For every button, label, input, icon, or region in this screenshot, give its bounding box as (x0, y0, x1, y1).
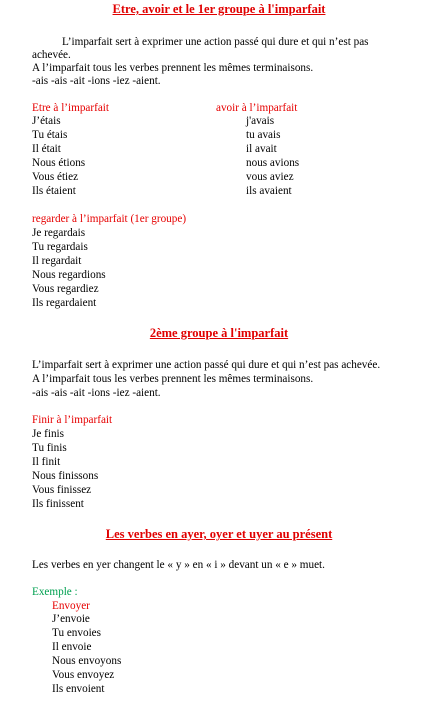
section-title-2eme-groupe: 2ème groupe à l'imparfait (149, 326, 289, 340)
conjugation-form: Je regardais (32, 227, 86, 239)
conjugation-form: Tu envoies (52, 626, 102, 639)
conjugation-form: Ils envoient (52, 682, 105, 695)
avoir-conjugation-list (246, 115, 299, 198)
conjugation-form: Nous étions (32, 156, 86, 169)
etre-heading: Etre à l’imparfait (32, 102, 110, 114)
avoir-heading: avoir à l’imparfait (216, 102, 298, 114)
conjugation-form: Vous regardiez (32, 282, 99, 295)
endings-line: -ais -ais -ait -ions -iez -aient. (32, 387, 161, 399)
section-title-etre-avoir: Etre, avoir et le 1er groupe à l'imparfait (112, 2, 326, 16)
conjugation-form: Ils regardaient (32, 296, 97, 309)
conjugation-form: Tu étais (32, 128, 68, 141)
intro-line-2: achevée. (32, 49, 71, 61)
conjugation-form: Ils étaient (32, 184, 76, 197)
example-label: Exemple : (32, 586, 78, 598)
conjugation-form: vous aviez (246, 170, 294, 183)
conjugation-form: Tu regardais (32, 240, 88, 253)
conjugation-form: il avait (246, 142, 277, 155)
conjugation-form: J’étais (32, 115, 61, 127)
rule-line: Les verbes en yer changent le « y » en « i » devant un « e » muet. (32, 559, 325, 571)
intro-line-1: L’imparfait sert à exprimer une action passé qui dure et qui n’est pas (62, 36, 369, 48)
finir-heading: Finir à l’imparfait (32, 414, 113, 426)
regarder-conjugation-list (32, 227, 106, 310)
intro-line-1: L’imparfait sert à exprimer une action passé qui dure et qui n’est pas achevée. (32, 359, 381, 371)
conjugation-form: J’envoie (52, 613, 90, 625)
conjugation-form: Il envoie (52, 640, 92, 653)
conjugation-form: Nous regardions (32, 268, 106, 281)
conjugation-form: tu avais (246, 128, 281, 141)
conjugation-form: Vous finissez (32, 483, 92, 496)
conjugation-form: Il regardait (32, 254, 82, 267)
conjugation-form: ils avaient (246, 184, 292, 197)
section-title-verbes-yer: Les verbes en ayer, oyer et uyer au présent (105, 527, 333, 541)
conjugation-form: Nous finissons (32, 469, 99, 482)
conjugation-form: Vous étiez (32, 170, 79, 183)
intro-line-3: A l’imparfait tous les verbes prennent les mêmes terminaisons. (32, 62, 314, 74)
conjugation-form: Ils finissent (32, 497, 84, 510)
finir-conjugation-list (32, 428, 98, 511)
conjugation-form: Il était (32, 142, 61, 155)
conjugation-form: nous avions (246, 156, 300, 169)
conjugation-form: Je finis (32, 428, 65, 440)
etre-conjugation-list (32, 115, 85, 198)
conjugation-form: Il finit (32, 455, 61, 468)
conjugation-form: Vous envoyez (52, 668, 115, 681)
conjugation-form: Tu finis (32, 441, 67, 454)
conjugation-form: j'avais (246, 115, 275, 127)
intro-line-2: A l’imparfait tous les verbes prennent les mêmes terminaisons. (32, 373, 314, 385)
regarder-heading: regarder à l’imparfait (1er groupe) (32, 213, 187, 225)
conjugation-form: Nous envoyons (52, 654, 122, 667)
envoyer-conjugation-list (52, 613, 121, 696)
endings-line: -ais -ais -ait -ions -iez -aient. (32, 75, 161, 87)
envoyer-heading: Envoyer (52, 600, 90, 612)
